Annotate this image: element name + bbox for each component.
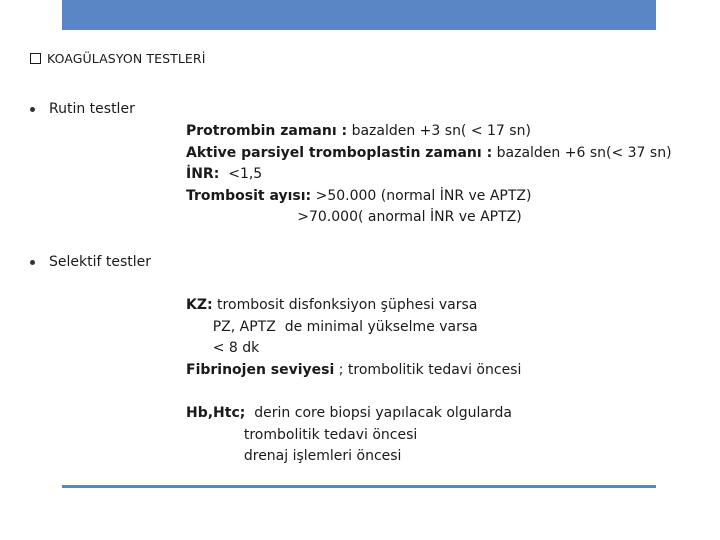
rutin-line-bold: İNR: xyxy=(186,166,220,182)
rutin-details xyxy=(186,121,672,229)
rutin-line xyxy=(186,143,672,165)
selektif-line-bold: Fibrinojen seviyesi xyxy=(186,361,335,378)
bullet-dot-icon xyxy=(30,260,35,265)
selektif-line-text: < 8 dk xyxy=(186,340,260,356)
rutin-line xyxy=(186,207,672,229)
checkbox-bullet-icon xyxy=(30,53,41,64)
bullet-selektif xyxy=(30,254,151,270)
rutin-line-text: >70.000( anormal İNR ve APTZ) xyxy=(186,209,522,225)
hb-line-text: drenaj işlemleri öncesi xyxy=(186,448,402,464)
selektif-line xyxy=(186,360,521,382)
heading-text: KOAGÜLASYON TESTLERİ xyxy=(47,51,206,66)
selektif-line xyxy=(186,338,521,360)
rutin-label: Rutin testler xyxy=(49,101,135,117)
hb-details xyxy=(186,403,512,468)
rutin-line xyxy=(186,186,672,208)
selektif-line-text: trombosit disfonksiyon şüphesi varsa xyxy=(212,297,478,313)
rutin-line-text: bazalden +6 sn(< 37 sn) xyxy=(492,144,672,161)
bullet-dot-icon xyxy=(30,107,35,112)
hb-line-text: derin core biopsi yapılacak olgularda xyxy=(245,405,512,421)
rutin-line-bold: Protrombin zamanı : xyxy=(186,123,348,139)
hb-line xyxy=(186,446,512,468)
rutin-line xyxy=(186,164,672,186)
selektif-details xyxy=(186,295,521,381)
rutin-line-text: >50.000 (normal İNR ve APTZ) xyxy=(311,187,532,204)
selektif-line-text: ; trombolitik tedavi öncesi xyxy=(334,361,522,378)
rutin-line xyxy=(186,121,672,143)
hb-line-bold: Hb,Htc; xyxy=(186,405,246,421)
bottom-rule xyxy=(62,485,656,488)
section-heading xyxy=(30,51,206,66)
rutin-line-text: <1,5 xyxy=(219,166,263,182)
selektif-line-bold: KZ: xyxy=(186,297,213,313)
rutin-line-bold: Trombosit ayısı: xyxy=(186,187,312,204)
rutin-line-text: bazalden +3 sn( < 17 sn) xyxy=(347,123,531,139)
hb-line xyxy=(186,425,512,447)
rutin-line-bold: Aktive parsiyel tromboplastin zamanı : xyxy=(186,144,493,161)
selektif-label: Selektif testler xyxy=(49,254,152,270)
bullet-rutin xyxy=(30,101,135,117)
selektif-line xyxy=(186,317,521,339)
selektif-line-text: PZ, APTZ de minimal yükselme varsa xyxy=(186,318,478,335)
top-header-band xyxy=(62,0,656,30)
selektif-line xyxy=(186,295,521,317)
hb-line xyxy=(186,403,512,425)
hb-line-text: trombolitik tedavi öncesi xyxy=(186,426,418,443)
